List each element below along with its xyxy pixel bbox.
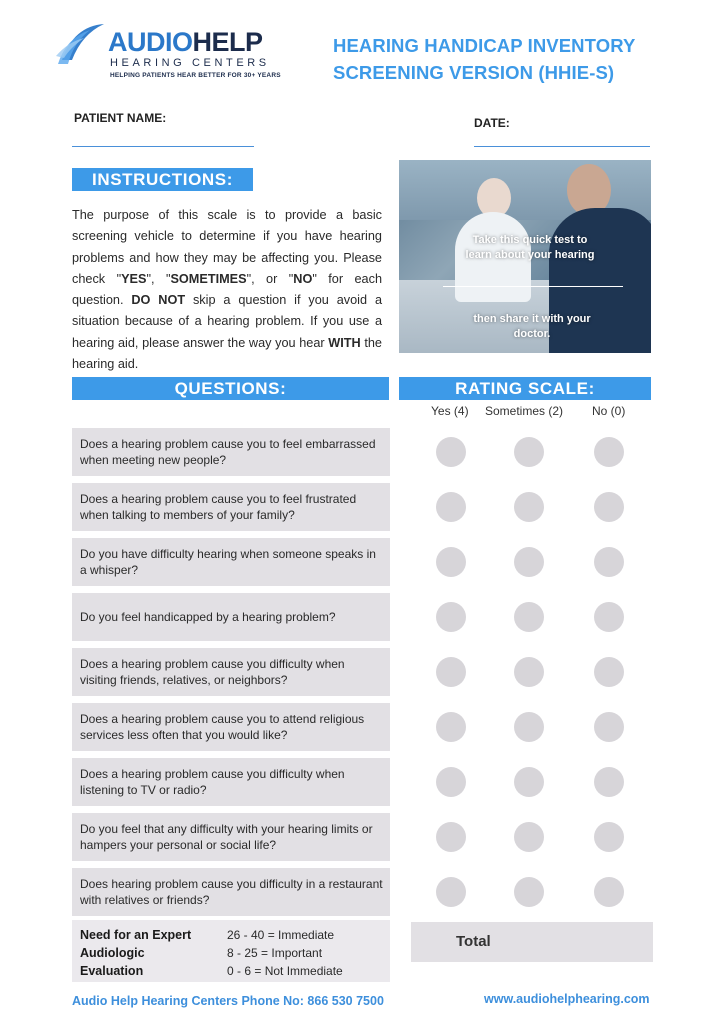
radio-sometimes[interactable]	[514, 767, 544, 797]
photo-caption-top: Take this quick test to learn about your hearing	[465, 234, 595, 261]
question-row	[72, 648, 390, 696]
date-label: DATE:	[474, 116, 510, 130]
radio-no[interactable]	[594, 602, 624, 632]
instruction-text-segment: the hearing aid.	[72, 335, 382, 372]
scale-immediate: 26 - 40 = Immediate	[227, 928, 335, 942]
question-row	[72, 593, 390, 641]
scale-not-immediate: 0 - 6 = Not Immediate	[227, 964, 343, 978]
radio-yes[interactable]	[436, 877, 466, 907]
question-row	[72, 758, 390, 806]
instruction-emphasis: NO	[293, 271, 313, 286]
rating-option-yes: Yes (4)	[431, 404, 469, 418]
radio-yes[interactable]	[436, 657, 466, 687]
instructions-heading: INSTRUCTIONS:	[72, 168, 253, 191]
question-text: Does a hearing problem cause you difficulty when listening to TV or radio?	[80, 767, 345, 797]
instruction-text-segment: " for each question.	[72, 271, 382, 308]
radio-sometimes[interactable]	[514, 822, 544, 852]
swoosh-logo-icon	[56, 20, 108, 76]
radio-yes[interactable]	[436, 822, 466, 852]
question-text: Does a hearing problem cause you to attend religious services less often that you would like?	[80, 712, 365, 742]
rating-option-no: No (0)	[592, 404, 626, 418]
radio-yes[interactable]	[436, 492, 466, 522]
logo-subtitle: HEARING CENTERS	[110, 57, 270, 69]
instruction-emphasis: YES	[121, 271, 147, 286]
question-row	[72, 703, 390, 751]
radio-no[interactable]	[594, 767, 624, 797]
instruction-text-segment: ", "	[146, 271, 171, 286]
total-label: Total	[456, 933, 491, 950]
title-line-1: HEARING HANDICAP INVENTORY	[333, 35, 636, 56]
question-row	[72, 483, 390, 531]
radio-no[interactable]	[594, 822, 624, 852]
date-line[interactable]	[474, 146, 650, 147]
radio-no[interactable]	[594, 657, 624, 687]
question-text: Does a hearing problem cause you to feel frustrated when talking to members of your family?	[80, 492, 357, 522]
radio-sometimes[interactable]	[514, 437, 544, 467]
radio-sometimes[interactable]	[514, 712, 544, 742]
score-scale-legend	[227, 926, 343, 980]
question-row	[72, 538, 390, 586]
question-row	[72, 813, 390, 861]
document-title	[333, 32, 693, 86]
logo-tagline: HELPING PATIENTS HEAR BETTER FOR 30+ YEARS	[110, 72, 281, 79]
footer-website[interactable]: www.audiohelphearing.com	[484, 992, 650, 1006]
question-text: Does hearing problem cause you difficulty in a restaurant with relatives or friends?	[80, 877, 383, 907]
instruction-text-segment: skip a question if you avoid a situation because of a hearing problem. If you use a hearing aid, please answer the way you hear	[72, 293, 382, 350]
instruction-text-segment: ", or "	[246, 271, 294, 286]
question-row	[72, 868, 390, 916]
questions-heading: QUESTIONS:	[72, 377, 389, 400]
logo-wordmark: AUDIOHELP	[108, 27, 263, 57]
radio-sometimes[interactable]	[514, 657, 544, 687]
radio-yes[interactable]	[436, 712, 466, 742]
radio-yes[interactable]	[436, 437, 466, 467]
patient-name-line[interactable]	[72, 146, 254, 147]
question-text: Do you feel handicapped by a hearing problem?	[80, 610, 336, 624]
footer-phone: Audio Help Hearing Centers Phone No: 866 530 7500	[72, 994, 384, 1008]
question-text: Do you have difficulty hearing when someone speaks in a whisper?	[80, 547, 376, 577]
instruction-emphasis: DO NOT	[131, 293, 186, 308]
rating-option-sometimes: Sometimes (2)	[485, 404, 564, 418]
question-text: Does a hearing problem cause you to feel embarrassed when meeting new people?	[80, 437, 376, 467]
radio-sometimes[interactable]	[514, 492, 544, 522]
radio-yes[interactable]	[436, 767, 466, 797]
radio-sometimes[interactable]	[514, 877, 544, 907]
question-text: Does a hearing problem cause you difficulty when visiting friends, relatives, or neighbors?	[80, 657, 345, 687]
patient-name-label: PATIENT NAME:	[74, 111, 167, 125]
photo-divider-line	[443, 286, 623, 287]
rating-scale-heading: RATING SCALE:	[399, 377, 651, 400]
total-box[interactable]	[411, 922, 653, 962]
radio-yes[interactable]	[436, 547, 466, 577]
instructions-text	[72, 205, 382, 375]
instruction-emphasis: WITH	[328, 335, 361, 350]
title-line-2: SCREENING VERSION (HHIE-S)	[333, 62, 615, 83]
radio-no[interactable]	[594, 877, 624, 907]
radio-sometimes[interactable]	[514, 547, 544, 577]
radio-yes[interactable]	[436, 602, 466, 632]
radio-no[interactable]	[594, 492, 624, 522]
question-row	[72, 428, 390, 476]
question-text: Do you feel that any difficulty with your hearing limits or hampers your personal or social life?	[80, 822, 373, 852]
radio-sometimes[interactable]	[514, 602, 544, 632]
scale-important: 8 - 25 = Important	[227, 946, 323, 960]
radio-no[interactable]	[594, 547, 624, 577]
radio-no[interactable]	[594, 712, 624, 742]
radio-no[interactable]	[594, 437, 624, 467]
photo-caption-bottom: then share it with your doctor.	[473, 313, 591, 340]
need-label: Need for an Expert Audiologic Evaluation	[80, 928, 192, 978]
instruction-emphasis: SOMETIMES	[170, 271, 247, 286]
company-logo	[56, 20, 281, 84]
instruction-text-segment: The purpose of this scale is to provide a basic screening vehicle to determine if you have hearing problems and how they may be affecting you. Please check "	[72, 208, 382, 286]
